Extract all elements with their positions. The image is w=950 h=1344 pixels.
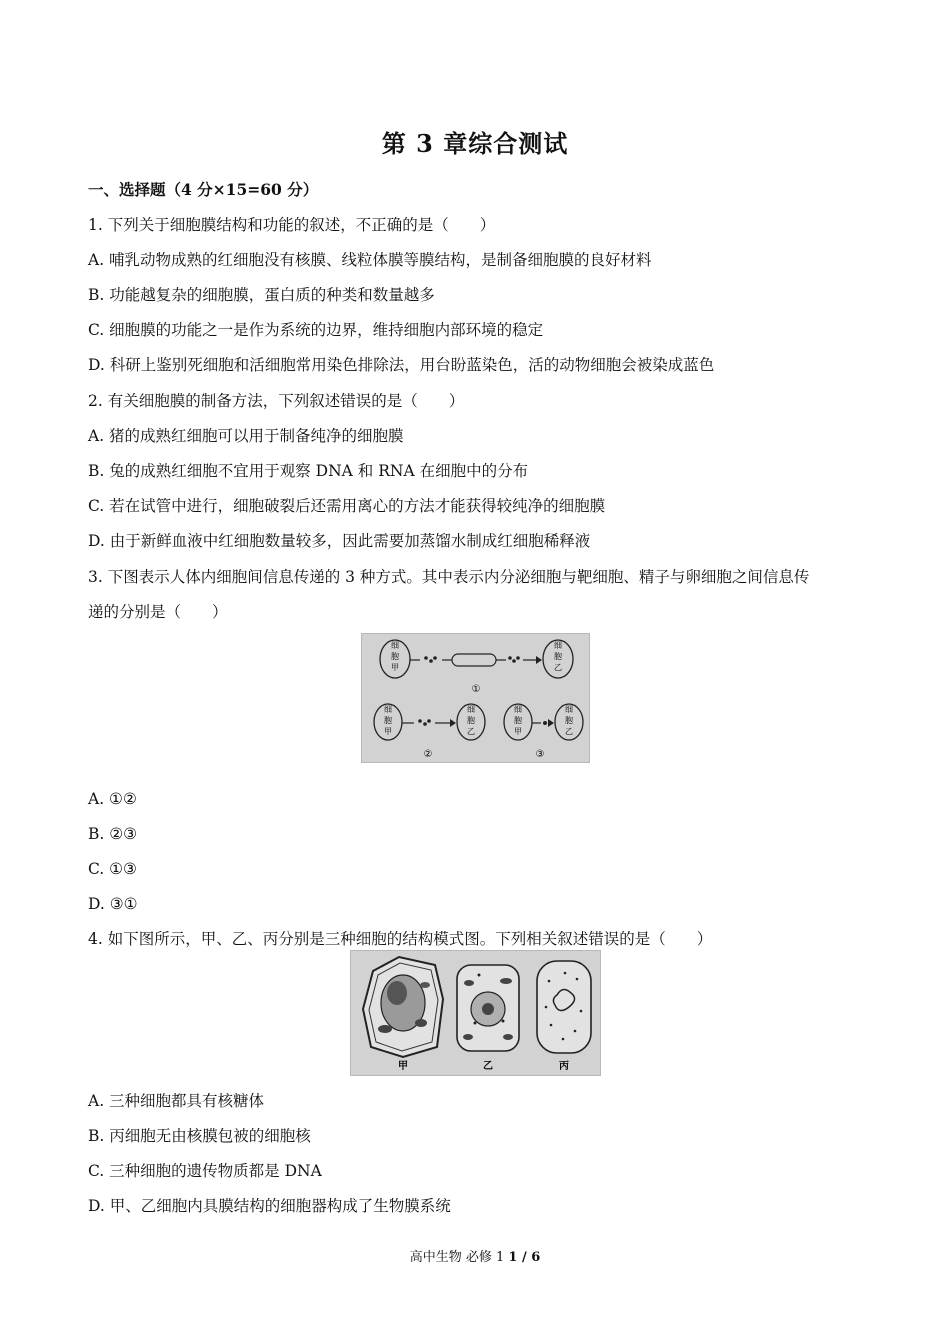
blood-vessel-icon <box>452 654 496 666</box>
svg-text:乙: 乙 <box>467 727 475 736</box>
svg-text:乙: 乙 <box>565 727 573 736</box>
svg-text:细: 细 <box>467 705 475 714</box>
svg-text:甲: 甲 <box>384 727 392 736</box>
svg-text:胞: 胞 <box>565 716 573 725</box>
figure-label-yi: 乙 <box>483 1061 493 1072</box>
svg-text:胞: 胞 <box>467 716 475 725</box>
svg-text:胞: 胞 <box>391 652 399 661</box>
q1-option-d: D. 科研上鉴别死细胞和活细胞常用染色排除法，用台盼蓝染色，活的动物细胞会被染成蓝色 <box>88 356 715 374</box>
svg-text:乙: 乙 <box>554 663 562 672</box>
svg-text:细: 细 <box>514 705 522 714</box>
q1-option-c: C. 细胞膜的功能之一是作为系统的边界，维持细胞内部环境的稳定 <box>88 321 544 339</box>
figure-label-2: ② <box>423 749 433 760</box>
cell-structure-figure <box>350 950 601 1076</box>
figure-label-1: ① <box>471 684 481 695</box>
arrow-icon <box>536 656 542 664</box>
q4-option-d: D. 甲、乙细胞内具膜结构的细胞器构成了生物膜系统 <box>88 1197 451 1215</box>
page-footer <box>0 1246 950 1265</box>
svg-text:细: 细 <box>554 641 562 650</box>
q3-stem-line1: 3. 下图表示人体内细胞间信息传递的 3 种方式。其中表示内分泌细胞与靶细胞、精子与卵细胞之间信息传 <box>88 568 810 586</box>
q3-option-d: D. ③① <box>88 895 138 913</box>
page-number: 1 / 6 <box>508 1250 541 1265</box>
q3-stem-line2: 递的分别是（ ） <box>88 603 228 621</box>
q2-option-a: A. 猪的成熟红细胞可以用于制备纯净的细胞膜 <box>88 427 404 445</box>
svg-text:胞: 胞 <box>554 652 562 661</box>
q3-option-a: A. ①② <box>88 790 137 808</box>
q4-stem: 4. 如下图所示，甲、乙、丙分别是三种细胞的结构模式图。下列相关叙述错误的是（ ） <box>88 930 713 948</box>
q4-option-a: A. 三种细胞都具有核糖体 <box>88 1092 265 1110</box>
signal-transfer-figure <box>361 633 590 763</box>
footer-text: 高中生物 必修 1 <box>409 1250 505 1265</box>
q4-option-c: C. 三种细胞的遗传物质都是 DNA <box>88 1162 322 1180</box>
svg-text:甲: 甲 <box>514 727 522 736</box>
q3-option-c: C. ①③ <box>88 860 137 878</box>
q4-option-b: B. 丙细胞无由核膜包被的细胞核 <box>88 1127 311 1145</box>
q2-stem: 2. 有关细胞膜的制备方法，下列叙述错误的是（ ） <box>88 392 465 410</box>
section-heading: 一、选择题（4 分×15=60 分） <box>88 180 319 199</box>
q2-option-d: D. 由于新鲜血液中红细胞数量较多，因此需要加蒸馏水制成红细胞稀释液 <box>88 532 591 550</box>
figure-label-bing: 丙 <box>559 1061 569 1072</box>
q1-stem: 1. 下列关于细胞膜结构和功能的叙述，不正确的是（ ） <box>88 216 496 234</box>
q2-option-b: B. 兔的成熟红细胞不宜用于观察 DNA 和 RNA 在细胞中的分布 <box>88 462 529 480</box>
q1-option-a: A. 哺乳动物成熟的红细胞没有核膜、线粒体膜等膜结构，是制备细胞膜的良好材料 <box>88 251 652 269</box>
svg-text:细: 细 <box>565 705 573 714</box>
svg-text:胞: 胞 <box>384 716 392 725</box>
q2-option-c: C. 若在试管中进行，细胞破裂后还需用离心的方法才能获得较纯净的细胞膜 <box>88 497 606 515</box>
cell-jia-1-label: 细 <box>391 641 399 650</box>
figure-label-3: ③ <box>535 749 545 760</box>
svg-text:甲: 甲 <box>391 663 399 672</box>
figure-label-jia: 甲 <box>398 1061 408 1072</box>
page-title: 第 3 章综合测试 <box>381 129 569 158</box>
q1-option-b: B. 功能越复杂的细胞膜，蛋白质的种类和数量越多 <box>88 286 435 304</box>
svg-text:细: 细 <box>384 705 392 714</box>
q3-option-b: B. ②③ <box>88 825 138 843</box>
svg-text:胞: 胞 <box>514 716 522 725</box>
